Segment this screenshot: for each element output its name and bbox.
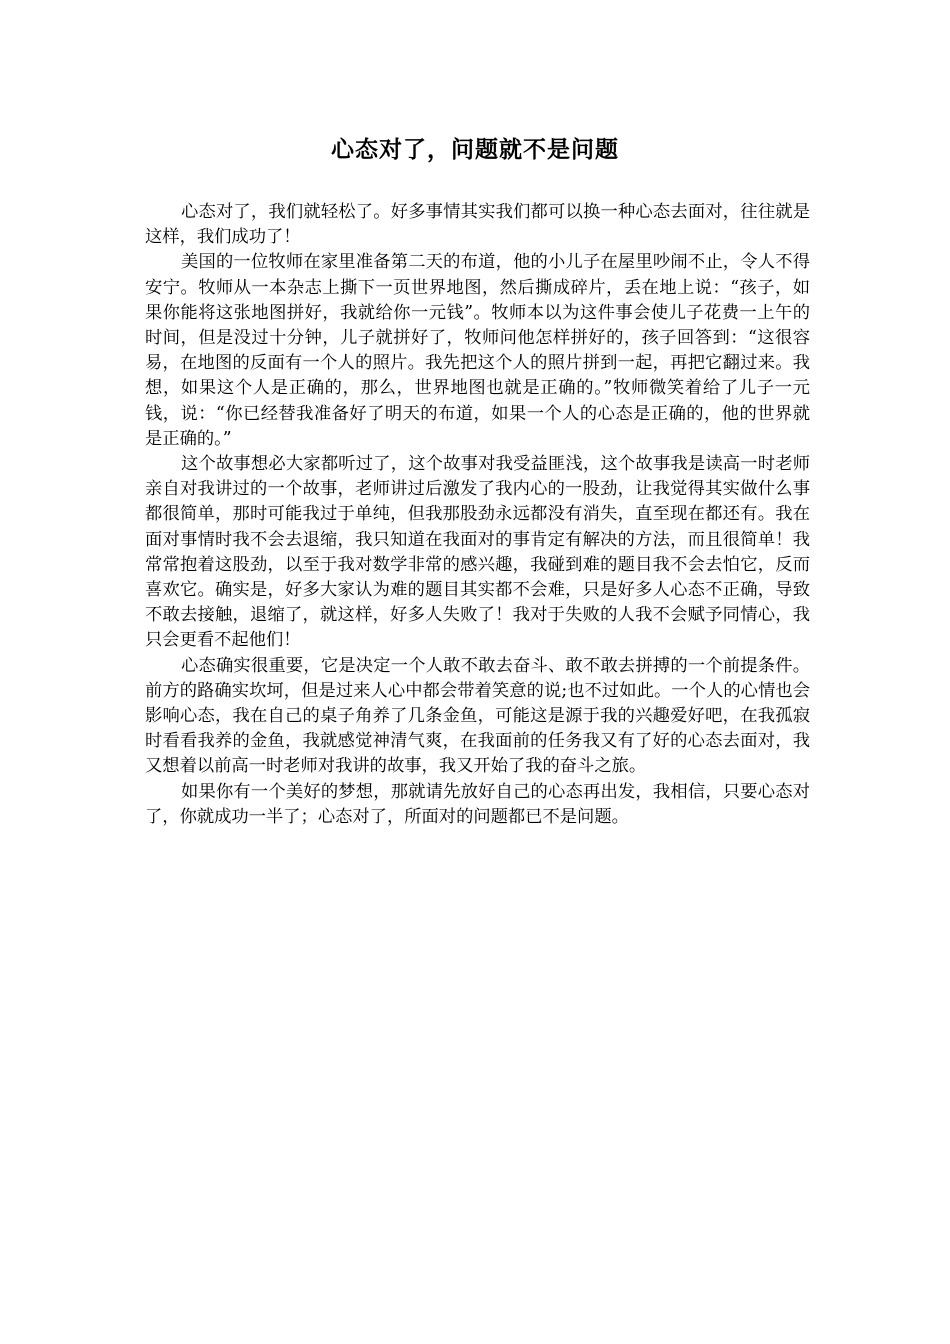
document-title: 心态对了，问题就不是问题 <box>331 137 619 163</box>
paragraph: 心态对了，我们就轻松了。好多事情其实我们都可以换一种心态去面对，往往就是这样，我们成功了！ <box>145 202 810 248</box>
paragraph: 心态确实很重要，它是决定一个人敢不敢去奋斗、敢不敢去拼搏的一个前提条件。前方的路确实坎坷，但是过来人心中都会带着笑意的说;也不过如此。一个人的心情也会影响心态，我在自己的桌子角养了几条金鱼，可能这是源于我的兴趣爱好吧，在我孤寂时看看我养的金鱼，我就感觉神清气爽，在我面前的任务我又有了好的心态去面对，我又想着以前高一时老师对我讲的故事，我又开始了我的奋斗之旅。 <box>145 655 810 777</box>
paragraph: 这个故事想必大家都听过了，这个故事对我受益匪浅，这个故事我是读高一时老师亲自对我讲过的一个故事，老师讲过后激发了我内心的一股劲，让我觉得其实做什么事都很简单，那时可能我过于单纯，但我那股劲永远都没有消失，直至现在都还有。我在面对事情时我不会去退缩，我只知道在我面对的事肯定有解决的方法，而且很简单！我常常抱着这股劲，以至于我对数学非常的感兴趣，我碰到难的题目我不会去怕它，反而喜欢它。确实是，好多大家认为难的题目其实都不会难，只是好多人心态不正确，导致不敢去接触，退缩了，就这样，好多人失败了！我对于失败的人我不会赋予同情心，我只会更看不起他们！ <box>145 454 810 651</box>
paragraph: 如果你有一个美好的梦想，那就请先放好自己的心态再出发，我相信，只要心态对了，你就成功一半了；心态对了，所面对的问题都已不是问题。 <box>145 781 810 827</box>
paragraph: 美国的一位牧师在家里准备第二天的布道，他的小儿子在屋里吵闹不止，令人不得安宁。牧师从一本杂志上撕下一页世界地图，然后撕成碎片，丢在地上说：“孩子，如果你能将这张地图拼好，我就给你一元钱”。牧师本以为这件事会使儿子花费一上午的时间，但是没过十分钟，儿子就拼好了，牧师问他怎样拼好的，孩子回答到：“这很容易，在地图的反面有一个人的照片。我先把这个人的照片拼到一起，再把它翻过来。我想，如果这个人是正确的，那么，世界地图也就是正确的。”牧师微笑着给了儿子一元钱，说：“你已经替我准备好了明天的布道，如果一个人的心态是正确的，他的世界就是正确的。” <box>145 252 810 449</box>
document-body <box>145 200 810 830</box>
